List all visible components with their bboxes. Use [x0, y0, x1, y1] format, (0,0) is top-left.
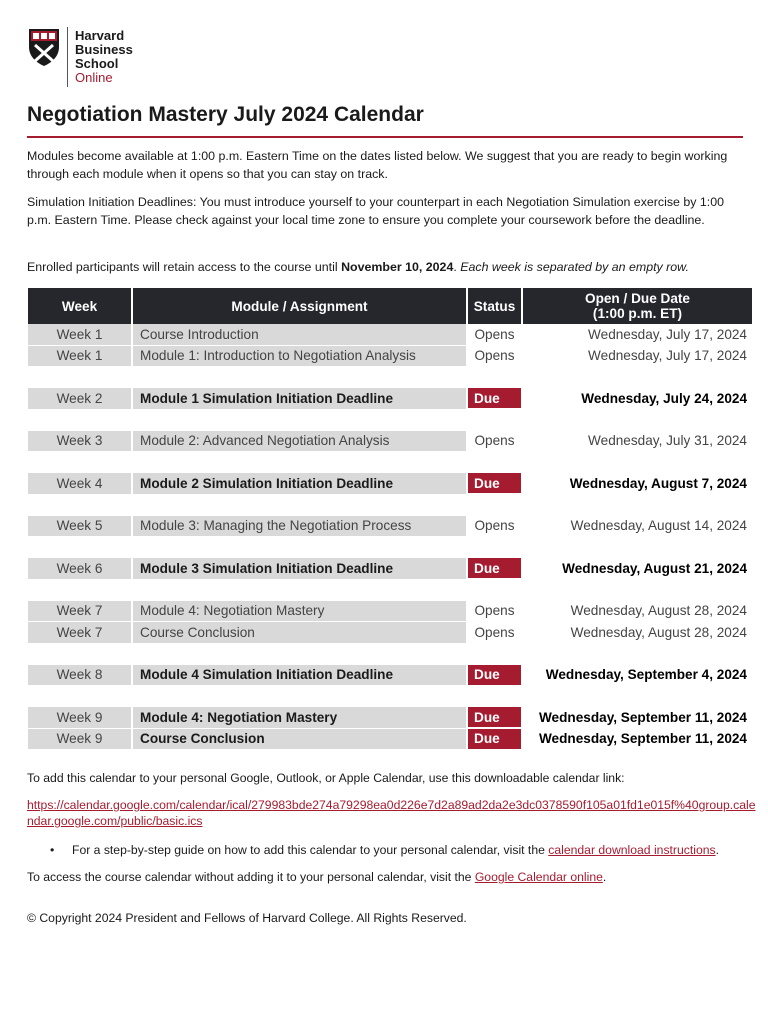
week-separator-row [28, 367, 752, 388]
cell-status: Opens [468, 346, 523, 368]
logo-line-business: Business [75, 42, 133, 57]
week-separator-note: Each week is separated by an empty row. [460, 260, 689, 274]
header-date-line1: Open / Due Date [585, 291, 690, 306]
cell-status [468, 707, 523, 729]
table-row [28, 558, 752, 580]
cell-date: Wednesday, August 21, 2024 [523, 558, 752, 580]
cell-date: Wednesday, July 31, 2024 [523, 431, 752, 453]
cell-date: Wednesday, September 11, 2024 [523, 729, 752, 751]
cell-status [468, 388, 523, 410]
ical-download-link[interactable]: https://calendar.google.com/calendar/ical/279983bde274a79298ea0d226e7d2a89ad2da2e3dc0378590f105a01fd1e015f%40group.calendar.google.com/public/basic.ics [27, 798, 756, 828]
cell-date: Wednesday, July 17, 2024 [523, 324, 752, 346]
due-badge: Due [468, 558, 521, 578]
calendar-download-instructions-link[interactable]: calendar download instructions [548, 843, 716, 857]
cell-status: Opens [468, 601, 523, 623]
cell-week: Week 5 [28, 516, 133, 538]
logo-wordmark [75, 29, 133, 87]
cell-week: Week 3 [28, 431, 133, 453]
due-badge: Due [468, 707, 521, 727]
google-calendar-online-link[interactable]: Google Calendar online [474, 870, 603, 884]
week-separator-row [28, 686, 752, 707]
due-badge: Due [468, 473, 521, 493]
intro-deadlines-paragraph: Simulation Initiation Deadlines: You must introduce yourself to your counterpart in each Negotiation Simulation exercise by 1:00 p.m. Eastern Time. Please check against your local time zone to ensure you complete your coursework before the deadline. [27, 195, 725, 227]
access-calendar-text [27, 869, 757, 885]
week-separator-row [28, 452, 752, 473]
table-row [28, 516, 752, 538]
cell-module: Module 1 Simulation Initiation Deadline [133, 388, 468, 410]
cell-week: Week 7 [28, 601, 133, 623]
cell-date: Wednesday, August 28, 2024 [523, 622, 752, 644]
cell-week: Week 9 [28, 729, 133, 751]
cell-module: Module 1: Introduction to Negotiation Analysis [133, 346, 468, 368]
add-calendar-text: To add this calendar to your personal Google, Outlook, or Apple Calendar, use this downloadable calendar link: [27, 771, 625, 785]
table-row [28, 665, 752, 687]
cell-date: Wednesday, July 17, 2024 [523, 346, 752, 368]
cell-status [468, 473, 523, 495]
cell-status: Opens [468, 622, 523, 644]
week-separator-row [28, 495, 752, 516]
cell-week: Week 7 [28, 622, 133, 644]
cell-module: Module 4: Negotiation Mastery [133, 601, 468, 623]
instructions-bullet [50, 843, 719, 857]
page-title: Negotiation Mastery July 2024 Calendar [27, 103, 424, 126]
cell-date: Wednesday, August 14, 2024 [523, 516, 752, 538]
table-row [28, 346, 752, 368]
bullet-prefix: For a step-by-step guide on how to add this calendar to your personal calendar, visit the [72, 843, 549, 857]
hbs-online-logo[interactable] [27, 27, 133, 87]
table-row [28, 707, 752, 729]
cell-week: Week 1 [28, 346, 133, 368]
logo-line-school: School [75, 56, 119, 71]
week-separator-row [28, 580, 752, 601]
cell-week: Week 9 [28, 707, 133, 729]
header-date-line2: (1:00 p.m. ET) [592, 306, 683, 321]
header-module: Module / Assignment [133, 288, 468, 324]
harvard-shield-icon [27, 27, 61, 67]
week-separator-row [28, 410, 752, 431]
cell-date: Wednesday, August 28, 2024 [523, 601, 752, 623]
table-row [28, 388, 752, 410]
cell-module: Module 4 Simulation Initiation Deadline [133, 665, 468, 687]
calendar-table [28, 288, 752, 750]
bullet-icon: • [50, 843, 55, 857]
logo-line-online: Online [75, 70, 113, 85]
cell-status [468, 729, 523, 751]
copyright-notice: © Copyright 2024 President and Fellows of Harvard College. All Rights Reserved. [27, 911, 467, 925]
cell-date: Wednesday, July 24, 2024 [523, 388, 752, 410]
logo-divider [67, 27, 68, 87]
table-row [28, 601, 752, 623]
access-end-date: November 10, 2024 [341, 260, 454, 274]
header-status: Status [468, 288, 523, 324]
due-badge: Due [468, 729, 521, 749]
cell-week: Week 4 [28, 473, 133, 495]
cell-status [468, 558, 523, 580]
due-badge: Due [468, 388, 521, 408]
cell-module: Course Conclusion [133, 622, 468, 644]
week-separator-row [28, 644, 752, 665]
week-separator-row [28, 537, 752, 558]
cell-status: Opens [468, 516, 523, 538]
cell-week: Week 2 [28, 388, 133, 410]
cell-status: Opens [468, 324, 523, 346]
intro-access-paragraph [27, 258, 743, 276]
cell-date: Wednesday, September 4, 2024 [523, 665, 752, 687]
table-row [28, 622, 752, 644]
cell-week: Week 6 [28, 558, 133, 580]
table-header [28, 288, 752, 324]
cell-date: Wednesday, September 11, 2024 [523, 707, 752, 729]
cell-module: Module 2: Advanced Negotiation Analysis [133, 431, 468, 453]
cell-module: Module 2 Simulation Initiation Deadline [133, 473, 468, 495]
cell-module: Module 4: Negotiation Mastery [133, 707, 468, 729]
bullet-text [72, 843, 719, 857]
cell-status: Opens [468, 431, 523, 453]
table-body [28, 324, 752, 750]
access-prefix: Enrolled participants will retain access to the course until [27, 260, 342, 274]
table-row [28, 473, 752, 495]
cell-status [468, 665, 523, 687]
cell-module: Course Introduction [133, 324, 468, 346]
title-divider [27, 136, 743, 138]
bullet-suffix: . [715, 843, 719, 857]
access-calendar-suffix: . [602, 870, 607, 884]
table-row [28, 431, 752, 453]
cell-week: Week 1 [28, 324, 133, 346]
cell-module: Module 3: Managing the Negotiation Process [133, 516, 468, 538]
header-week: Week [28, 288, 133, 324]
intro-modules-paragraph: Modules become available at 1:00 p.m. Eastern Time on the dates listed below. We suggest that you are ready to begin working through each module when it opens so that you can stay on track. [27, 149, 728, 181]
due-badge: Due [468, 665, 521, 685]
cell-week: Week 8 [28, 665, 133, 687]
cell-date: Wednesday, August 7, 2024 [523, 473, 752, 495]
table-row [28, 729, 752, 751]
cell-module: Course Conclusion [133, 729, 468, 751]
access-calendar-prefix: To access the course calendar without adding it to your personal calendar, visit the [27, 870, 475, 884]
cell-module: Module 3 Simulation Initiation Deadline [133, 558, 468, 580]
header-date [523, 288, 752, 324]
table-row [28, 324, 752, 346]
logo-line-harvard: Harvard [75, 28, 125, 43]
access-period: . [453, 260, 461, 274]
